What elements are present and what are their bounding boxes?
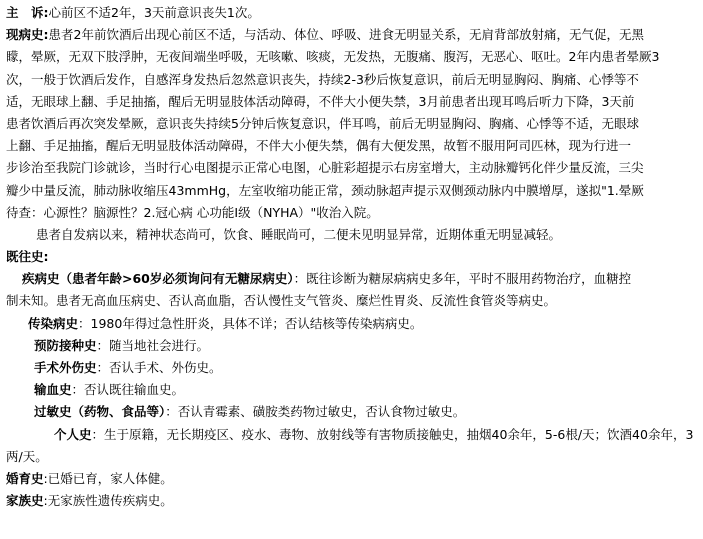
chief-complaint-row	[6, 2, 697, 24]
marital-history-text: :已婚已育，家人体健。	[43, 470, 173, 486]
allergy-history-text: ：否认青霉素、磺胺类药物过敏史，否认食物过敏史。	[165, 404, 466, 420]
present-illness-line: 次，一般于饮酒后发作，自感浑身发热后忽然意识丧失，持续2-3秒后恢复意识，前后无明显胸闷、胸痛、心悸等不	[6, 71, 639, 87]
family-history-row	[6, 490, 697, 512]
marital-history-label: 婚育史	[6, 470, 44, 486]
present-illness-line: 上翻、手足抽搐，醒后无明显肢体活动障碍，不伴大小便失禁，偶有大便发黑，故暂不服用阿司匹林，现为行进一	[6, 138, 632, 154]
transfusion-history-label: 输血史	[34, 382, 72, 398]
chief-complaint-text: 心前区不适2年，3天前意识丧失1次。	[48, 5, 260, 20]
general-status-text: 患者自发病以来，精神状态尚可，饮食、睡眠尚可，二便未见明显异常，近期体重无明显减轻。	[36, 226, 562, 242]
present-illness-section	[6, 24, 697, 246]
vaccination-history-label: 预防接种史	[34, 337, 97, 353]
family-history-text: :无家族性遗传疾病史。	[43, 493, 173, 509]
past-history-heading: 既往史:	[6, 249, 49, 265]
disease-history-label: 疾病史（患者年龄>60岁必须询问有无糖尿病史）	[22, 271, 294, 287]
allergy-history-label: 过敏史（药物、食品等）	[34, 404, 166, 420]
present-illness-line: 矇，晕厥，无双下肢浮肿，无夜间端坐呼吸，无咳嗽、咳痰，无发热，无腹痛、腹泻，无恶心、呕吐。2年内患者晕厥3	[6, 49, 660, 65]
present-illness-line: 步诊治至我院门诊就诊，当时行心电图提示正常心电图，心脏彩超提示右房室增大，主动脉瓣钙化伴少量反流，三尖	[6, 160, 644, 176]
infectious-history-text: ：1980年得过急性肝炎，具体不详；否认结核等传染病病史。	[78, 315, 423, 331]
personal-history-section	[6, 424, 697, 468]
present-illness-line: 患者2年前饮酒后出现心前区不适，与活动、体位、呼吸、进食无明显关系，无肩背部放射痛，无气促，无黑	[48, 27, 644, 43]
personal-history-text-cont: 两/天。	[6, 448, 48, 464]
present-illness-line: 适，无眼球上翻、手足抽搐，醒后无明显肢体活动障碍，不伴大小便失禁，3月前患者出现耳鸣后听力下降，3天前	[6, 93, 635, 109]
past-history-section	[6, 246, 697, 424]
present-illness-line: 患者饮酒后再次突发晕厥，意识丧失持续5分钟后恢复意识，伴耳鸣，前后无明显胸闷、胸痛、心悸等不适，无眼球	[6, 115, 639, 131]
personal-history-label: 个人史	[54, 426, 92, 442]
disease-history-text: ：既往诊断为糖尿病病史多年，平时不服用药物治疗，血糖控	[293, 271, 632, 287]
present-illness-line: 瓣少中量反流，肺动脉收缩压43mmHg，左室收缩功能正常，颈动脉超声提示双侧颈动脉内中膜增厚，遂拟"1.晕厥	[6, 182, 644, 198]
transfusion-history-text: ：否认既往输血史。	[71, 382, 185, 398]
surgery-history-text: ：否认手术、外伤史。	[96, 360, 222, 375]
marital-history-row	[6, 468, 697, 490]
present-illness-label: 现病史:	[6, 27, 49, 43]
infectious-history-label: 传染病史	[28, 315, 79, 331]
vaccination-history-text: ：随当地社会进行。	[96, 337, 210, 353]
present-illness-line: 待查：心源性？脑源性？2.冠心病 心功能I级（NYHA）"收治入院。	[6, 204, 379, 220]
personal-history-text: ：生于原籍，无长期疫区、疫水、毒物、放射线等有害物质接触史，抽烟40余年，5-6根/天；饮酒40余年，3	[91, 426, 694, 442]
chief-complaint-label: 主 诉:	[6, 5, 49, 20]
family-history-label: 家族史	[6, 493, 44, 509]
disease-history-text-cont: 制未知。患者无高血压病史、否认高血脂，否认慢性支气管炎、糜烂性胃炎、反流性食管炎等病史。	[6, 293, 557, 309]
surgery-history-label: 手术外伤史	[34, 360, 97, 375]
